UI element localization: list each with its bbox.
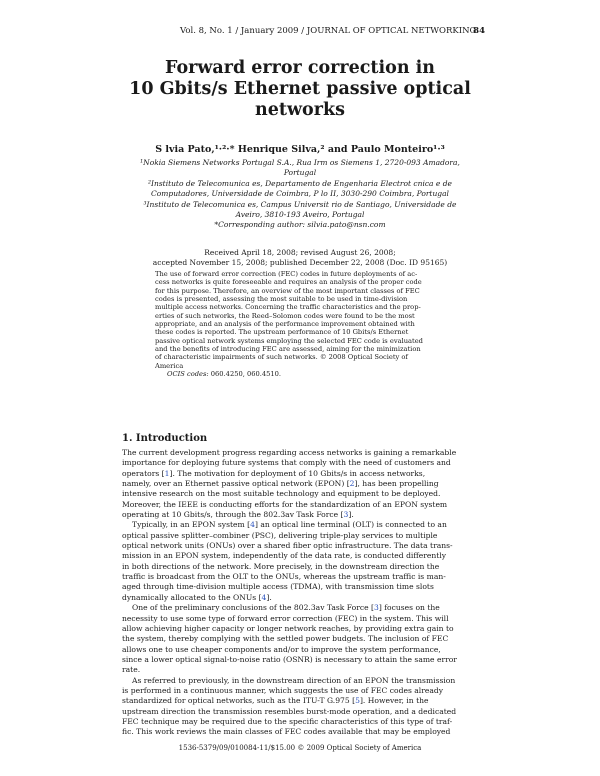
- body-line: intensive research on the most suitable technology and equipment to be deployed.: [122, 489, 441, 499]
- body-line: As referred to previously, in the downstream direction of an EPON the transmission: [132, 675, 456, 685]
- abstract-line: passive optical network systems employing the selected FEC code is evaluated: [155, 336, 423, 345]
- abstract-line: cess networks is quite foreseeable and requires an analysis of the proper code: [155, 278, 422, 287]
- publication-dates: [100, 248, 500, 268]
- reference-link[interactable]: 1: [164, 468, 170, 478]
- dates-line: Received April 18, 2008; revised August 26, 2008;: [204, 248, 396, 257]
- reference-link[interactable]: 3: [343, 510, 349, 520]
- body-line: optical passive splitter–combiner (PSC), delivering triple-play services to multiple: [122, 530, 438, 540]
- affiliations: [125, 158, 475, 231]
- body-line: allows one to use cheaper components and/or to improve the system performance,: [122, 644, 441, 654]
- footer-copyright: 1536-5379/09/010084-11/$15.00 © 2009 Optical Society of America: [178, 744, 422, 752]
- abstract-line: America: [155, 361, 184, 370]
- section-heading: 1. Introduction: [122, 433, 208, 444]
- affiliation-line: ²Instituto de Telecomunica es, Departamento de Engenharia Electrot cnica e de: [148, 178, 452, 188]
- running-head: Vol. 8, No. 1 / January 2009 / JOURNAL OF OPTICAL NETWORKING: [180, 26, 477, 36]
- body-line: Typically, in an EPON system [4] an optical line terminal (OLT) is connected to an: [132, 520, 447, 530]
- affiliation-line: Aveiro, 3810-193 Aveiro, Portugal: [235, 210, 365, 220]
- body-line: allow achieving higher capacity or longer network reaches, by providing extra gain to: [122, 623, 454, 633]
- title-line: Forward error correction in: [164, 58, 436, 78]
- body-line: is performed in a continuous manner, which suggests the use of FEC codes already: [122, 685, 444, 695]
- body-line: in both directions of the network. More precisely, in the downstream direction the: [122, 561, 440, 571]
- paper-title: [100, 58, 500, 121]
- abstract-line: codes is presented, assessing the most suitable to be used in time-division: [155, 295, 408, 304]
- body-line: One of the preliminary conclusions of the 802.3av Task Force [3] focuses on the: [132, 603, 440, 613]
- body-line: operating at 10 Gbits/s, through the 802.3av Task Force [3].: [122, 510, 354, 520]
- abstract-line: these codes is reported. The upstream performance of 10 Gbits/s Ethernet: [155, 328, 409, 337]
- body-line: The current development progress regarding access networks is gaining a remarkable: [122, 448, 457, 457]
- body-line: FEC technique may be required due to the specific characteristics of this type of traf-: [122, 716, 453, 726]
- abstract-line: of characteristic impairments of such networks. © 2008 Optical Society of: [155, 353, 408, 362]
- body-line: fic. This work reviews the main classes of FEC codes available that may be employed: [122, 727, 451, 737]
- body-line: necessity to use some type of forward error correction (FEC) in the system. This will: [122, 613, 449, 623]
- abstract-line: for this purpose. Therefore, an overview of the most important classes of FEC: [155, 286, 420, 295]
- affiliation-line: ¹Nokia Siemens Networks Portugal S.A., Rua Irm os Siemens 1, 2720-093 Amadora,: [140, 158, 460, 167]
- reference-link[interactable]: 2: [349, 479, 355, 489]
- body-line: the system, thereby complying with the settled power budgets. The inclusion of FEC: [122, 634, 449, 644]
- abstract: [155, 270, 447, 378]
- ocis-codes: [155, 370, 447, 378]
- abstract-line: appropriate, and an analysis of the performance improvement obtained with: [155, 320, 415, 329]
- reference-link[interactable]: 4: [261, 592, 267, 602]
- body-line: importance for deploying future systems that comply with the need of customers and: [122, 458, 451, 468]
- body-line: mission in an EPON system, independently of the data rate, is conducted differently: [122, 551, 447, 561]
- body-line: Moreover, the IEEE is conducting efforts for the standardization of an EPON system: [122, 499, 448, 509]
- title-line: 10 Gbits/s Ethernet passive optical: [129, 79, 471, 99]
- body-line: rate.: [122, 665, 141, 675]
- page-number: 84: [473, 26, 485, 36]
- abstract-line: and the benefits of introducing FEC are assessed, aiming for the minimization: [155, 345, 421, 354]
- reference-link[interactable]: 3: [374, 603, 379, 613]
- body-line: operators [1]. The motivation for deployment of 10 Gbits/s in access networks,: [122, 468, 426, 478]
- body-line: traffic is broadcast from the OLT to the ONUs, whereas the upstream traffic is man-: [122, 572, 446, 582]
- affiliation-line: Computadores, Universidade de Coimbra, P lo II, 3030-290 Coimbra, Portugal: [151, 189, 449, 199]
- title-line: networks: [255, 100, 345, 120]
- reference-link[interactable]: 5: [355, 696, 360, 706]
- abstract-line: multiple access networks. Concerning the traffic characteristics and the prop-: [155, 303, 421, 312]
- body-line: standardized for optical networks, such as the ITU-T G.975 [5]. However, in the: [122, 696, 429, 706]
- ocis-label: OCIS codes:: [167, 370, 209, 379]
- corresponding-author: *Corresponding author: silvia.pato@nsn.com: [214, 220, 386, 230]
- body-line: upstream direction the transmission resembles burst-mode operation, and a dedicated: [122, 706, 457, 716]
- body-text: [122, 448, 480, 738]
- abstract-line: The use of forward error correction (FEC) codes in future deployments of ac-: [155, 270, 418, 278]
- body-line: optical network units (ONUs) over a shared fiber optic infrastructure. The data trans-: [122, 541, 453, 551]
- ocis-code-values: 060.4250, 060.4510.: [210, 370, 281, 379]
- dates-line: accepted November 15, 2008; published December 22, 2008 (Doc. ID 95165): [152, 258, 448, 267]
- reference-link[interactable]: 4: [250, 520, 255, 530]
- body-line: aged through time-division multiple access (TDMA), with transmission time slots: [122, 582, 434, 592]
- body-line: dynamically allocated to the ONUs [4].: [122, 592, 272, 602]
- body-line: since a lower optical signal-to-noise ratio (OSNR) is necessary to attain the same error: [122, 654, 457, 664]
- affiliation-line: ³Instituto de Telecomunica es, Campus Universit rio de Santiago, Universidade de: [143, 199, 457, 209]
- abstract-line: erties of such networks, the Reed–Solomon codes were found to be the most: [155, 311, 415, 320]
- author-list: S lvia Pato,¹·²·* Henrique Silva,² and Paulo Monteiro¹·³: [155, 144, 445, 155]
- body-line: namely, over an Ethernet passive optical network (EPON) [2], has been propelling: [122, 479, 439, 489]
- affiliation-line: Portugal: [283, 168, 317, 178]
